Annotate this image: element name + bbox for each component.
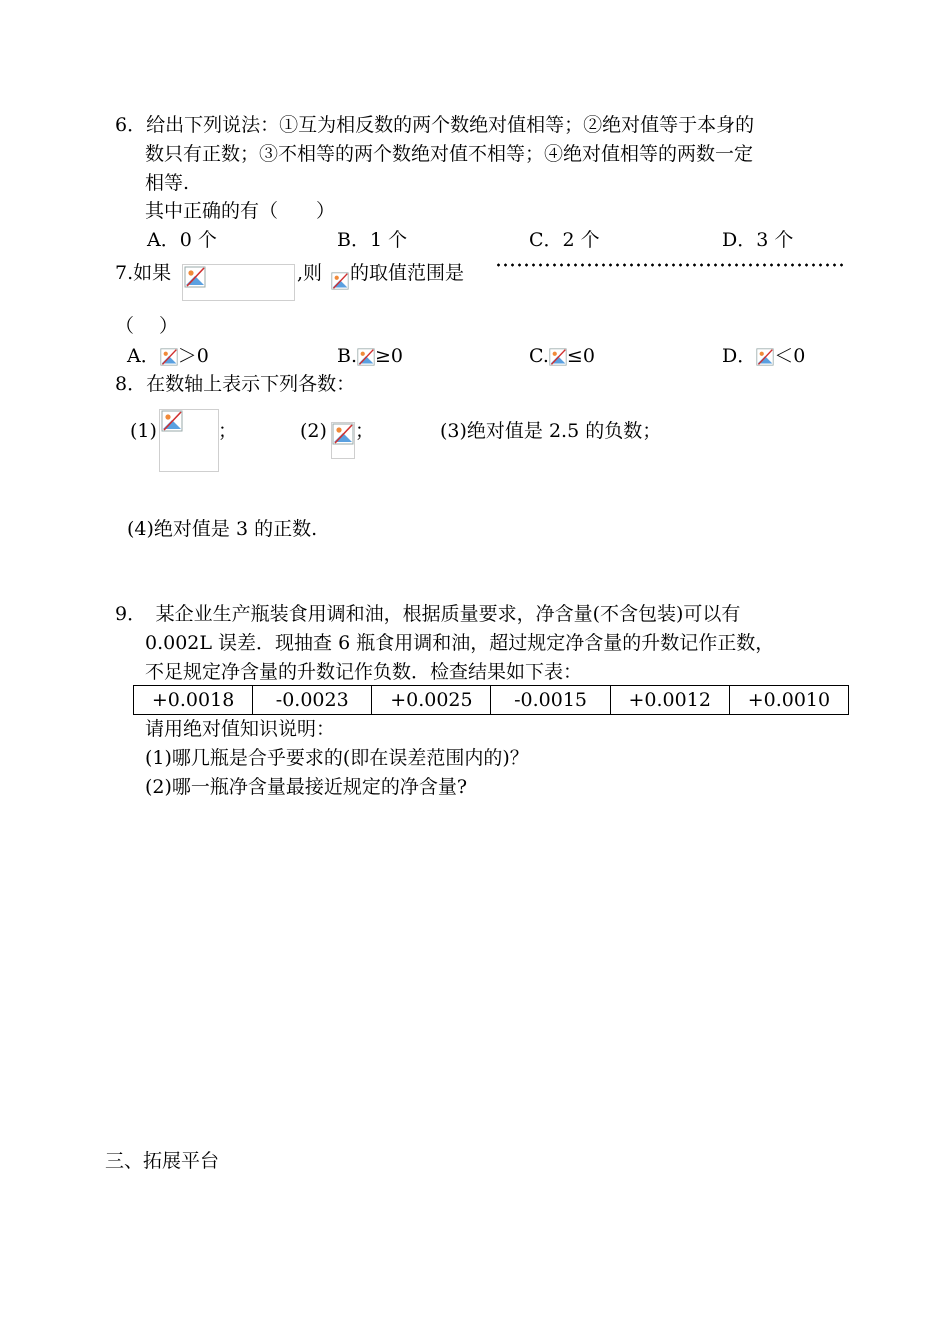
q9-instruction: 请用绝对值知识说明： [145, 718, 336, 740]
table-cell: +0.0025 [372, 686, 491, 715]
q7-option-c-letter: C. [529, 345, 549, 367]
section-heading: 三、拓展平台 [105, 1150, 220, 1172]
broken-image-icon [331, 272, 349, 296]
table-cell: +0.0018 [134, 686, 253, 715]
q7-prefix: 7.如果 [115, 262, 172, 284]
broken-image-icon [357, 348, 375, 366]
q7-option-d [722, 345, 805, 368]
q6-option-a: A．0 个 [147, 229, 217, 251]
q8-item3: (3)绝对值是 2.5 的负数； [440, 420, 662, 442]
q8-item2-label: (2) [300, 420, 327, 442]
q7-suffix: 的取值范围是 [350, 262, 465, 284]
broken-image-icon [756, 348, 774, 366]
table-cell: -0.0015 [491, 686, 610, 715]
q6-line1: 6．给出下列说法：①互为相反数的两个数绝对值相等；②绝对值等于本身的 [115, 114, 755, 136]
q7-mid: ,则 [297, 262, 323, 284]
inspection-results-table [133, 685, 849, 715]
broken-image-icon [332, 423, 354, 451]
broken-image-icon [549, 348, 567, 366]
q7-option-a [127, 345, 209, 368]
q7-option-d-rel: ＜0 [774, 345, 806, 367]
table-row [134, 686, 849, 715]
q7-option-d-letter: D． [722, 345, 757, 367]
q9-sub1: (1)哪几瓶是合乎要求的(即在误差范围内的)？ [145, 747, 529, 769]
dotted-leader [495, 263, 845, 267]
q8-title: 8．在数轴上表示下列各数： [115, 373, 356, 395]
q7-option-a-rel: ＞0 [177, 345, 209, 367]
table-cell: +0.0010 [729, 686, 848, 715]
q9-sub2: (2)哪一瓶净含量最接近规定的净含量? [145, 776, 468, 798]
q6-option-d: D．3 个 [722, 229, 794, 251]
q7-option-c-rel: ≤0 [566, 345, 595, 367]
broken-image-icon [184, 266, 206, 294]
broken-image-icon [160, 348, 178, 366]
q7-option-b-rel: ≥0 [375, 345, 404, 367]
q9-line2: 0.002L 误差．现抽查 6 瓶食用调和油，超过规定净含量的升数记作正数， [145, 632, 775, 654]
q6-line3: 相等. [145, 172, 190, 194]
q7-option-a-letter: A． [127, 345, 160, 367]
table-cell: +0.0012 [610, 686, 729, 715]
table-cell: -0.0023 [253, 686, 372, 715]
q7-option-b [337, 345, 403, 368]
q8-item2-end: ； [355, 420, 375, 442]
broken-image-icon [161, 410, 183, 438]
q6-option-b: B．1 个 [337, 229, 408, 251]
q7-answer-paren: （ ） [115, 315, 179, 337]
q6-line2: 数只有正数；③不相等的两个数绝对值不相等；④绝对值相等的两数一定 [145, 143, 754, 165]
q6-option-c: C．2 个 [529, 229, 600, 251]
q8-item4: (4)绝对值是 3 的正数. [127, 518, 318, 540]
q9-line1: 9． 某企业生产瓶装食用调和油，根据质量要求，净含量(不含包装)可以有 [115, 603, 741, 625]
q9-line3: 不足规定净含量的升数记作负数．检查结果如下表： [145, 661, 583, 683]
q7-option-c [529, 345, 595, 368]
q8-item1-end: ； [218, 420, 238, 442]
q8-item1-label: (1) [130, 420, 157, 442]
q7-option-b-letter: B. [337, 345, 358, 367]
q6-prompt: 其中正确的有（ ） [145, 200, 336, 222]
